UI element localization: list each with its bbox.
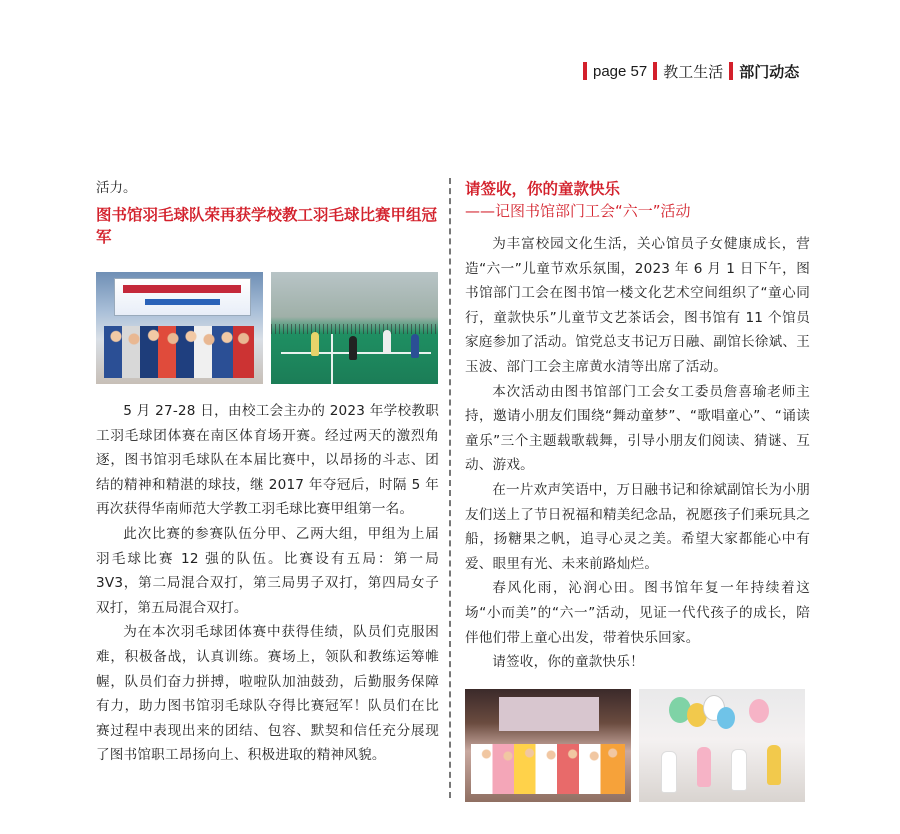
group-photo (465, 689, 631, 802)
childrens-day-photos (465, 689, 810, 802)
header-red-bar (653, 62, 657, 80)
header-red-bar (729, 62, 733, 80)
column-divider (449, 178, 451, 798)
badminton-article-body (96, 399, 439, 768)
childrens-day-article-subtitle: ——记图书馆部门工会“六一”活动 (465, 202, 691, 220)
player (411, 334, 419, 358)
paragraph: 为在本次羽毛球团体赛中获得佳绩，队员们克服困难，积极备战，认真训练。赛场上，领队和教练运筹帷幄，队员们奋力拼搏，啦啦队加油鼓劲，后勤服务保障有力，助力图书馆羽毛球队夺得比赛冠军！队员们在比赛过程中表现出来的团结、包容、默契和信任充分展现了图书馆职工昂扬向上、积极进取的精神风貌。 (96, 624, 439, 764)
paragraph: 5 月 27-28 日，由校工会主办的 2023 年学校教职工羽毛球团体赛在南区体育场开赛。经过两天的激烈角逐，图书馆羽毛球队在本届比赛中，以昂扬的斗志、团结的精神和精湛的球技，继 2017 年夺冠后，时隔 5 年再次获得华南师范大学教工羽毛球比赛甲组第一名。 (96, 403, 439, 518)
court-photo (271, 272, 438, 384)
section-name: 教工生活 (663, 62, 724, 81)
badminton-net (271, 324, 438, 334)
balloon (717, 707, 735, 729)
paragraph: 在一片欢声笑语中，万日融书记和徐斌副馆长为小朋友们送上了节日祝福和精美纪念品，祝愿孩子们乘玩具之船，扬糖果之帆，追寻心灵之美。希望大家都能心中有爱、眼里有光、未来前路灿烂。 (465, 481, 810, 572)
header-red-bar (583, 62, 587, 80)
childrens-day-article-title: 请签收，你的童款快乐 (465, 180, 621, 198)
player (383, 330, 391, 354)
children-group (471, 744, 625, 794)
performance-photo (639, 689, 805, 802)
event-banner (114, 278, 251, 316)
badminton-article-title: 图书馆羽毛球队荣再获学校教工羽毛球比赛甲组冠军 (96, 206, 438, 246)
team-photo (96, 272, 263, 384)
left-column (96, 178, 439, 768)
child (767, 745, 781, 785)
balloon (749, 699, 769, 723)
team-members (104, 326, 254, 378)
player (311, 332, 319, 356)
paragraph: 为丰富校园文化生活，关心馆员子女健康成长，营造“六一”儿童节欢乐氛围，2023 年 6 月 1 日下午，图书馆部门工会在图书馆一楼文化艺术空间组织了“童心同行，童款快乐”儿童节文艺茶话会，图书馆有 11 个馆员家庭参加了活动。馆党总支书记万日融、副馆长徐斌、王玉波、部门工会主席黄水清等出席了活动。 (465, 236, 810, 375)
child (697, 747, 711, 787)
continued-text: 活力。 (96, 180, 137, 196)
stage-screen (499, 697, 599, 731)
child (731, 749, 747, 791)
right-column (465, 178, 810, 802)
page-header (583, 60, 799, 82)
department-name: 部门动态 (739, 62, 800, 81)
badminton-photos (96, 272, 439, 384)
paragraph: 本次活动由图书馆部门工会女工委员詹喜瑜老师主持，邀请小朋友们围绕“舞动童梦”、“歌唱童心”、“诵读童乐”三个主题载歌载舞，引导小朋友们阅读、猜谜、互动、游戏。 (465, 383, 810, 474)
childrens-day-article-body (465, 232, 810, 675)
page-number: page 57 (593, 62, 648, 80)
player (349, 336, 357, 360)
paragraph: 此次比赛的参赛队伍分甲、乙两大组，甲组为上届羽毛球比赛 12 强的队伍。比赛设有五局：第一局 3V3，第二局混合双打，第三局男子双打，第四局女子双打，第五局混合双打。 (96, 525, 439, 616)
paragraph: 请签收，你的童款快乐！ (492, 654, 644, 671)
child (661, 751, 677, 793)
paragraph: 春风化雨，沁润心田。图书馆年复一年持续着这场“小而美”的“六一”活动，见证一代代孩子的成长，陪伴他们带上童心出发，带着快乐回家。 (465, 580, 810, 646)
